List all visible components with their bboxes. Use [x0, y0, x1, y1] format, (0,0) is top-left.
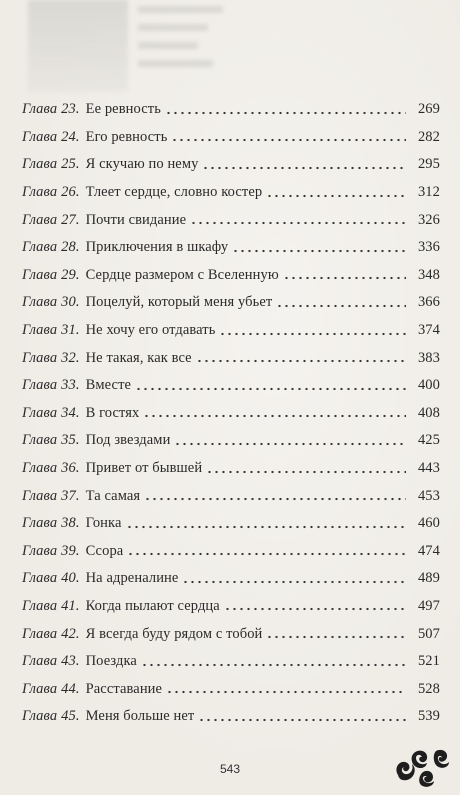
- chapter-page: 383: [417, 349, 440, 366]
- chapter-label: Глава: [22, 128, 58, 145]
- dot-leader: [224, 607, 406, 611]
- chapter-page: 336: [417, 239, 440, 256]
- chapter-page: 453: [417, 487, 440, 504]
- chapter-page: 295: [417, 156, 440, 173]
- chapter-dot: .: [75, 625, 80, 642]
- swirl-ornament-icon: [392, 745, 452, 789]
- chapter-title: Под звездами: [85, 432, 171, 449]
- chapter-dot: .: [75, 377, 80, 394]
- dot-leader: [219, 332, 406, 336]
- chapter-page: 460: [417, 515, 440, 532]
- chapter-number: 32: [61, 349, 76, 366]
- dot-leader: [127, 552, 406, 556]
- chapter-dot: .: [75, 460, 80, 477]
- chapter-dot: .: [75, 266, 80, 283]
- chapter-label: Глава: [22, 653, 58, 670]
- toc-entry: [22, 234, 440, 262]
- chapter-title: Приключения в шкафу: [85, 239, 229, 256]
- toc-entry: [22, 620, 440, 648]
- page-number: 543: [219, 762, 241, 776]
- dot-leader: [166, 690, 406, 694]
- dot-leader: [266, 194, 406, 198]
- chapter-label: Глава: [22, 515, 58, 532]
- chapter-label: Глава: [22, 404, 58, 421]
- chapter-title: Расставание: [85, 680, 163, 697]
- chapter-number: 33: [61, 377, 76, 394]
- chapter-title: Когда пылают сердца: [85, 597, 220, 614]
- toc-entry: [22, 151, 440, 179]
- dot-leader: [232, 249, 406, 253]
- chapter-page: 539: [417, 708, 440, 725]
- dot-leader: [135, 387, 406, 391]
- chapter-label: Глава: [22, 156, 58, 173]
- chapter-number: 35: [61, 432, 76, 449]
- chapter-title: Его ревность: [85, 128, 168, 145]
- chapter-title: Я всегда буду рядом с тобой: [85, 625, 263, 642]
- chapter-page: 425: [417, 432, 440, 449]
- chapter-number: 34: [61, 404, 76, 421]
- chapter-title: Гонка: [85, 515, 122, 532]
- chapter-dot: .: [75, 294, 80, 311]
- chapter-page: 521: [417, 653, 440, 670]
- chapter-page: 400: [417, 377, 440, 394]
- chapter-number: 28: [61, 239, 76, 256]
- chapter-page: 528: [417, 680, 440, 697]
- dot-leader: [198, 718, 406, 722]
- chapter-number: 30: [61, 294, 76, 311]
- dot-leader: [196, 359, 406, 363]
- dot-leader: [143, 414, 406, 418]
- chapter-title: Та самая: [85, 487, 141, 504]
- chapter-number: 25: [61, 156, 76, 173]
- chapter-title: Поцелуй, который меня убьет: [85, 294, 273, 311]
- chapter-label: Глава: [22, 211, 58, 228]
- chapter-title: Поездка: [85, 653, 137, 670]
- chapter-title: Ссора: [85, 542, 124, 559]
- chapter-page: 507: [417, 625, 440, 642]
- chapter-dot: .: [75, 404, 80, 421]
- dot-leader: [266, 635, 406, 639]
- toc-entry: [22, 593, 440, 621]
- chapter-dot: .: [75, 239, 80, 256]
- toc-entry: [22, 372, 440, 400]
- chapter-title: В гостях: [85, 404, 140, 421]
- chapter-page: 474: [417, 542, 440, 559]
- chapter-title: Я скучаю по нему: [85, 156, 199, 173]
- dot-leader: [190, 221, 406, 225]
- dot-leader: [206, 470, 406, 474]
- dot-leader: [126, 525, 407, 529]
- toc-entry: [22, 675, 440, 703]
- chapter-number: 43: [61, 653, 76, 670]
- chapter-dot: .: [75, 570, 80, 587]
- chapter-dot: .: [75, 211, 80, 228]
- chapter-dot: .: [75, 432, 80, 449]
- chapter-label: Глава: [22, 680, 58, 697]
- chapter-label: Глава: [22, 625, 58, 642]
- chapter-dot: .: [75, 515, 80, 532]
- chapter-dot: .: [75, 653, 80, 670]
- chapter-label: Глава: [22, 377, 58, 394]
- toc-entry: [22, 400, 440, 428]
- chapter-page: 497: [417, 597, 440, 614]
- toc-entry: [22, 427, 440, 455]
- chapter-page: 326: [417, 211, 440, 228]
- chapter-number: 38: [61, 515, 76, 532]
- chapter-page: 489: [417, 570, 440, 587]
- chapter-number: 39: [61, 542, 76, 559]
- chapter-dot: .: [75, 101, 80, 118]
- chapter-number: 27: [61, 211, 76, 228]
- toc-entry: [22, 179, 440, 207]
- chapter-dot: .: [75, 128, 80, 145]
- chapter-title: Привет от бывшей: [85, 460, 203, 477]
- chapter-number: 40: [61, 570, 76, 587]
- chapter-label: Глава: [22, 239, 58, 256]
- chapter-title: Не хочу его отдавать: [85, 322, 216, 339]
- chapter-dot: .: [75, 322, 80, 339]
- toc-entry: [22, 344, 440, 372]
- chapter-dot: .: [75, 542, 80, 559]
- chapter-label: Глава: [22, 349, 58, 366]
- chapter-number: 45: [61, 708, 76, 725]
- chapter-number: 42: [61, 625, 76, 642]
- toc-entry: [22, 510, 440, 538]
- dot-leader: [144, 497, 406, 501]
- toc-entry: [22, 289, 440, 317]
- chapter-dot: .: [75, 184, 80, 201]
- chapter-title: Ее ревность: [85, 101, 161, 118]
- chapter-page: 408: [417, 404, 440, 421]
- toc-entry: [22, 124, 440, 152]
- chapter-title: Почти свидание: [85, 211, 187, 228]
- chapter-number: 36: [61, 460, 76, 477]
- bleed-through-image: [28, 0, 128, 92]
- dot-leader: [174, 442, 406, 446]
- chapter-title: На адреналине: [85, 570, 179, 587]
- chapter-label: Глава: [22, 542, 58, 559]
- toc-entry: [22, 206, 440, 234]
- dot-leader: [283, 276, 406, 280]
- chapter-title: Тлеет сердце, словно костер: [85, 184, 263, 201]
- toc-entry: [22, 455, 440, 483]
- toc-entry: [22, 482, 440, 510]
- chapter-label: Глава: [22, 432, 58, 449]
- chapter-number: 41: [61, 597, 76, 614]
- dot-leader: [202, 166, 406, 170]
- chapter-number: 31: [61, 322, 76, 339]
- chapter-page: 348: [417, 266, 440, 283]
- chapter-page: 312: [417, 184, 440, 201]
- dot-leader: [141, 663, 406, 667]
- chapter-number: 29: [61, 266, 76, 283]
- chapter-title: Меня больше нет: [85, 708, 195, 725]
- chapter-dot: .: [75, 349, 80, 366]
- chapter-number: 24: [61, 128, 76, 145]
- chapter-page: 269: [417, 101, 440, 118]
- chapter-dot: .: [75, 156, 80, 173]
- chapter-label: Глава: [22, 570, 58, 587]
- toc-entry: [22, 703, 440, 731]
- chapter-label: Глава: [22, 101, 58, 118]
- chapter-label: Глава: [22, 322, 58, 339]
- chapter-number: 37: [61, 487, 76, 504]
- toc-entry: [22, 648, 440, 676]
- chapter-page: 366: [417, 294, 440, 311]
- chapter-dot: .: [75, 708, 80, 725]
- dot-leader: [182, 580, 406, 584]
- chapter-number: 26: [61, 184, 76, 201]
- chapter-page: 374: [417, 322, 440, 339]
- chapter-label: Глава: [22, 708, 58, 725]
- chapter-dot: .: [75, 597, 80, 614]
- bleed-through-text: [138, 6, 228, 90]
- chapter-dot: .: [75, 680, 80, 697]
- dot-leader: [171, 138, 406, 142]
- chapter-label: Глава: [22, 487, 58, 504]
- chapter-title: Не такая, как все: [85, 349, 192, 366]
- toc-entry: [22, 317, 440, 345]
- chapter-label: Глава: [22, 266, 58, 283]
- chapter-label: Глава: [22, 184, 58, 201]
- chapter-title: Вместе: [85, 377, 132, 394]
- chapter-label: Глава: [22, 294, 58, 311]
- toc-entry: [22, 538, 440, 566]
- chapter-number: 23: [61, 101, 76, 118]
- toc-entry: [22, 96, 440, 124]
- table-of-contents: [22, 96, 440, 731]
- chapter-title: Сердце размером с Вселенную: [85, 266, 279, 283]
- chapter-page: 282: [417, 128, 440, 145]
- chapter-label: Глава: [22, 460, 58, 477]
- chapter-number: 44: [61, 680, 76, 697]
- toc-entry: [22, 565, 440, 593]
- chapter-page: 443: [417, 460, 440, 477]
- chapter-dot: .: [75, 487, 80, 504]
- toc-entry: [22, 262, 440, 290]
- dot-leader: [276, 304, 406, 308]
- chapter-label: Глава: [22, 597, 58, 614]
- dot-leader: [165, 111, 406, 115]
